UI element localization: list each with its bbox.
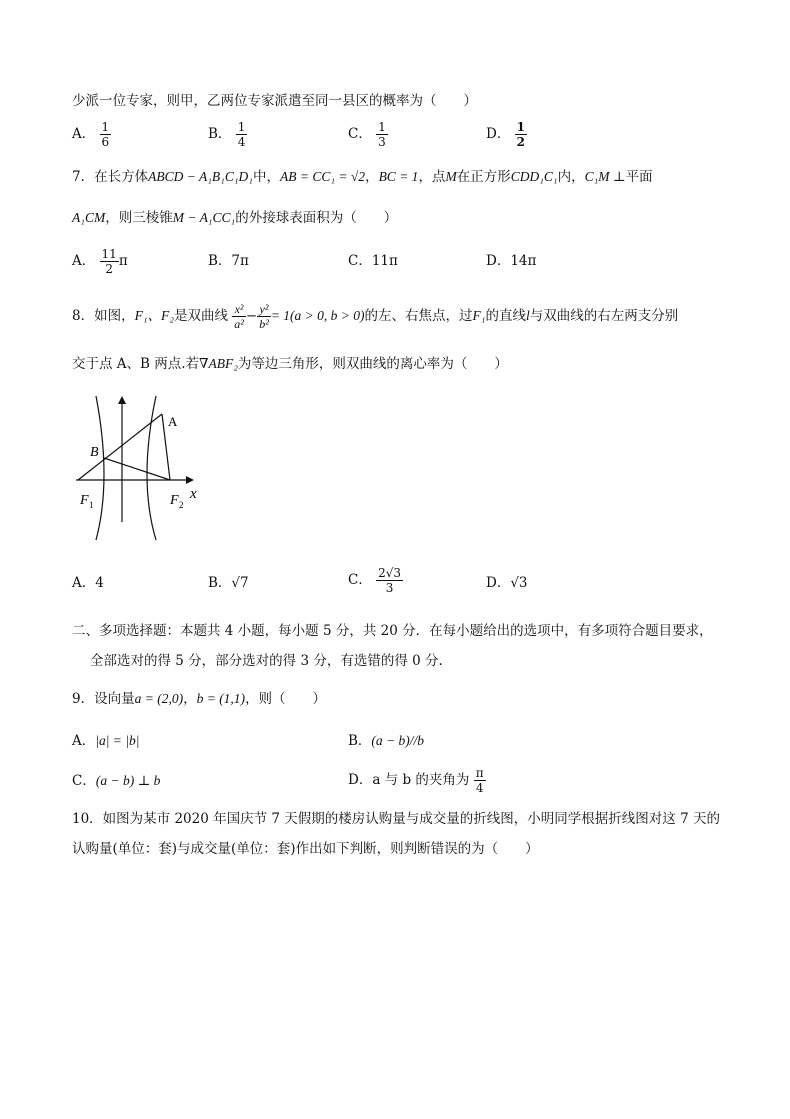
section2-heading-line2: 全部选对的得 5 分，部分选对的得 3 分，有选错的得 0 分. — [90, 653, 443, 669]
math-m: M — [445, 169, 457, 184]
q7-option-b[interactable]: B．7π — [208, 253, 249, 269]
q9-stem: 9．设向量a = (2,0)，b = (1,1)，则（ ） — [72, 691, 327, 707]
label-a: A — [168, 414, 178, 429]
q10-stem-line2: 认购量(单位：套)与成交量(单位：套)作出如下判断，则判断错误的为（ ） — [72, 841, 539, 857]
q6-stem: 少派一位专家，则甲，乙两位专家派遣至同一县区的概率为（ ） — [72, 93, 477, 109]
q8-option-a[interactable]: A．4 — [72, 575, 104, 591]
fraction: $\frac{1}{3}$ — [378, 120, 386, 149]
hyperbola-figure — [72, 392, 212, 542]
math-vec-a: a = (2,0) — [134, 691, 184, 706]
fraction: $\frac{1}{2}$ — [516, 120, 525, 149]
math-eq1: AB = CC₁ = √2 — [279, 169, 366, 184]
math-vec-b: b = (1,1) — [196, 691, 246, 706]
fraction-y: $\frac{\text{y²}}{\text{b²}}$ — [259, 302, 269, 331]
q8-option-d[interactable]: D．√3 — [486, 575, 528, 591]
label-x: x — [190, 486, 197, 502]
q7-option-c[interactable]: C．11π — [348, 253, 398, 269]
q10-stem-line1: 10．如图为某市 2020 年国庆节 7 天假期的楼房认购量与成交量的折线图，小明同学根据折线图对这 7 天的 — [72, 811, 720, 827]
q8-stem-line2: 交于点 A、B 两点.若∇ABF₂为等边三角形，则双曲线的离心率为（ ） — [72, 356, 508, 372]
q6-option-a[interactable] — [72, 120, 111, 149]
fraction: $\frac{1}{6}$ — [101, 120, 110, 149]
fraction-x: $\frac{\text{x²}}{\text{a²}}$ — [234, 302, 244, 331]
q7-stem-line2: A₁CM，则三棱锥M − A₁CC₁的外接球表面积为（ ） — [72, 210, 398, 226]
math-pyramid: M − A₁CC₁ — [172, 210, 236, 225]
label-b: B — [90, 445, 99, 460]
math-plane: A₁CM — [72, 210, 106, 225]
fraction: $\frac{\pi}{4}$ — [475, 766, 484, 795]
line-b-f2 — [104, 458, 170, 480]
q9-option-a[interactable]: A．|a| = |b| — [72, 733, 140, 749]
label-f2: F — [170, 493, 179, 508]
fraction: $\frac{11}{2}$ — [101, 247, 117, 276]
y-axis-arrow — [118, 396, 126, 404]
math-square: CDD₁C₁ — [510, 169, 558, 184]
q7-option-a[interactable]: A． $\frac{11}{2}$ π — [72, 247, 128, 276]
fraction: $\frac{1}{4}$ — [237, 120, 246, 149]
section2-heading-line1: 二、多项选择题：本题共 4 小题，每小题 5 分，共 20 分．在每小题给出的选项中，有多项符合题目要求， — [72, 623, 713, 639]
math-triangle: ∇ABF₂ — [199, 356, 238, 371]
label-f2-sub: 2 — [179, 500, 184, 510]
math-perp: C₁M ⊥ — [584, 169, 626, 184]
label-f1: F — [80, 493, 89, 508]
q9-option-b[interactable]: B．(a − b)//b — [348, 733, 425, 749]
label-f1-sub: 1 — [89, 500, 94, 510]
option-label: C． — [348, 126, 372, 142]
math-foci: F₁、F₂ — [134, 308, 174, 323]
x-axis-arrow — [186, 476, 194, 484]
q9-option-c[interactable]: C．(a − b) ⊥ b — [72, 773, 161, 789]
q8-option-c[interactable]: C． $\frac{2√3}{3}$ — [348, 566, 402, 595]
q6-option-d[interactable] — [486, 120, 527, 149]
math-cuboid: ABCD − A₁B₁C₁D₁ — [148, 169, 253, 184]
q6-option-b[interactable] — [208, 120, 247, 149]
fraction: $\frac{2√3}{3}$ — [378, 566, 402, 595]
q7-option-d[interactable]: D．14π — [486, 253, 537, 269]
q7-stem-line1: 7．在长方体ABCD − A₁B₁C₁D₁中，AB = CC₁ = √2，BC = 1，点M在正方形CDD₁C₁内，C₁M ⊥平面 — [72, 169, 653, 185]
q9-option-d[interactable]: D．a 与 b 的夹角为 $\frac{\pi}{4}$ — [348, 766, 484, 795]
option-label: B． — [208, 126, 232, 142]
math-eq2: BC = 1 — [378, 169, 419, 184]
q8-option-b[interactable]: B．√7 — [208, 575, 249, 591]
left-branch — [96, 396, 104, 540]
q6-option-c[interactable] — [348, 120, 388, 149]
option-label: A． — [72, 126, 96, 142]
right-branch — [147, 396, 156, 540]
option-label: D． — [486, 126, 511, 142]
q8-stem-line1: 8．如图，F₁、F₂是双曲线 $\frac{\text{x²}}{\text{a²}}$ − $\frac{\text{y²}}{\text{b²}}$ = 1(a > 0, b > 0)的左、右焦点，过F₁的直线l与双曲线的右左两支分别 — [72, 302, 679, 331]
